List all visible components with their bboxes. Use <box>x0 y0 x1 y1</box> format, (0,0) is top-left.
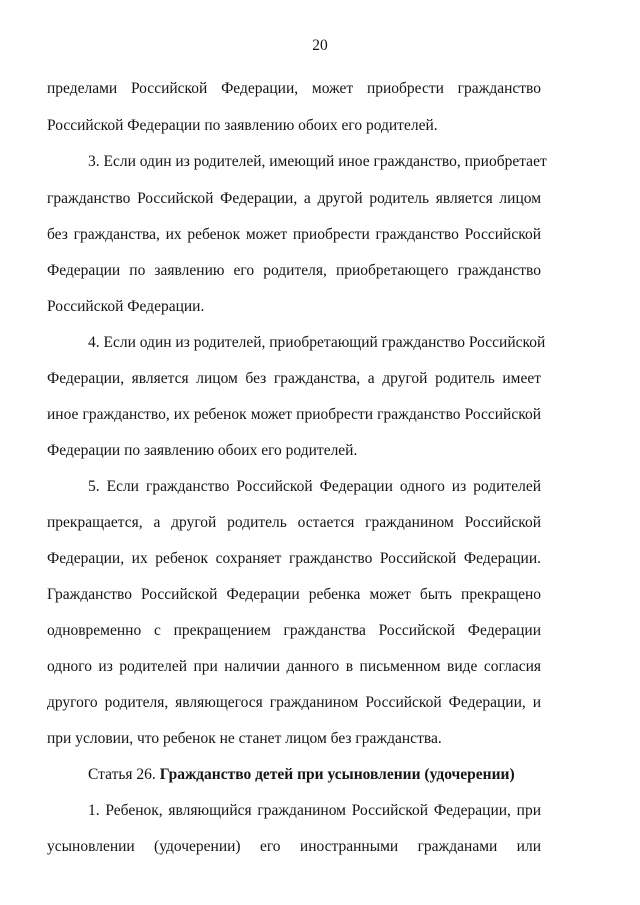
text-line: одного из родителей при наличии данного в письменном виде согласия <box>47 658 541 675</box>
article-number: Статья 26. <box>88 766 156 783</box>
paragraph-3-first-line: 3. Если один из родителей, имеющий иное гражданство, приобретает <box>88 153 547 170</box>
text-line: гражданство Российской Федерации, а другой родитель является лицом <box>47 190 541 207</box>
text-line: при условии, что ребенок не станет лицом без гражданства. <box>47 730 442 747</box>
text-line: Гражданство Российской Федерации ребенка может быть прекращено <box>47 586 541 603</box>
text-line: другого родителя, являющегося гражданином Российской Федерации, и <box>47 694 541 711</box>
text-line: Федерации, является лицом без гражданства, а другой родитель имеет <box>47 370 541 387</box>
paragraph-5-first-line: 5. Если гражданство Российской Федерации одного из родителей <box>88 478 541 495</box>
article-title: Гражданство детей при усыновлении (удочерении) <box>159 766 515 783</box>
text-line: Российской Федерации по заявлению обоих его родителей. <box>47 117 438 134</box>
text-line: Федерации по заявлению его родителя, приобретающего гражданство <box>47 262 541 279</box>
article-26-paragraph-1-first-line: 1. Ребенок, являющийся гражданином Российской Федерации, при <box>88 802 541 819</box>
text-line: одновременно с прекращением гражданства Российской Федерации <box>47 622 541 639</box>
text-line: иное гражданство, их ребенок может приобрести гражданство Российской <box>47 406 541 423</box>
text-line: пределами Российской Федерации, может приобрести гражданство <box>47 80 541 97</box>
text-line: прекращается, а другой родитель остается гражданином Российской <box>47 514 541 531</box>
article-heading <box>88 765 515 785</box>
paragraph-4-first-line: 4. Если один из родителей, приобретающий гражданство Российской <box>88 334 546 351</box>
page-number: 20 <box>312 37 328 54</box>
text-line: Российской Федерации. <box>47 298 205 315</box>
text-line: Федерации по заявлению обоих его родителей. <box>47 442 358 459</box>
text-line: Федерации, их ребенок сохраняет гражданство Российской Федерации. <box>47 550 541 567</box>
text-line: усыновлении (удочерении) его иностранными гражданами или <box>47 838 541 855</box>
text-line: без гражданства, их ребенок может приобрести гражданство Российской <box>47 226 541 243</box>
